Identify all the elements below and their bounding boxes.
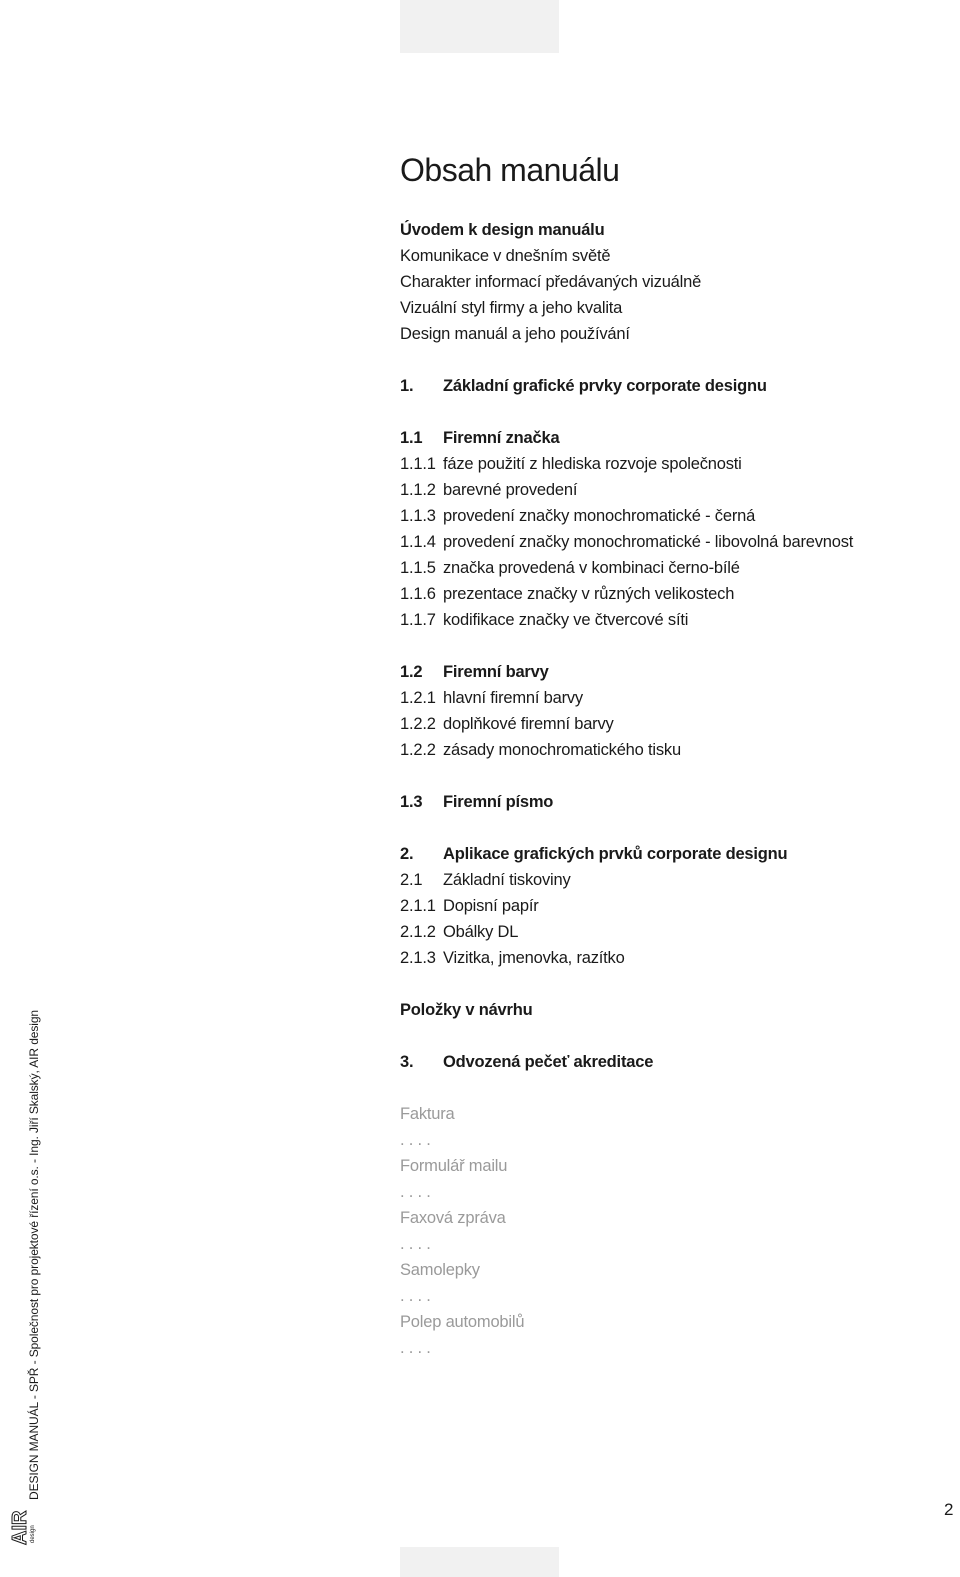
toc-entry	[400, 558, 740, 578]
toc-entry-number: 2.1.2	[400, 923, 436, 941]
toc-entry	[400, 298, 622, 318]
toc-entry-text: Formulář mailu	[400, 1157, 508, 1175]
toc-entry	[400, 1312, 524, 1332]
toc-entry-text: Dopisní papír	[443, 897, 539, 915]
toc-entry-number: 1.1	[400, 429, 423, 447]
toc-entry	[400, 610, 688, 630]
toc-entry-number: 1.1.7	[400, 611, 436, 629]
toc-entry-text: značka provedená v kombinaci černo-bílé	[443, 559, 740, 577]
toc-entry-text: Firemní písmo	[443, 793, 554, 811]
toc-entry	[400, 1130, 431, 1150]
toc-entry	[400, 1052, 653, 1072]
toc-entry	[400, 584, 734, 604]
toc-entry-text: . . . .	[400, 1287, 431, 1305]
bottom-tab-decoration	[400, 1547, 559, 1577]
toc-entry-text: Komunikace v dnešním světě	[400, 247, 611, 265]
toc-entry	[400, 454, 742, 474]
toc-entry	[400, 376, 767, 396]
toc-entry	[400, 272, 701, 292]
toc-entry-number: 1.1.4	[400, 533, 436, 551]
toc-entry-number: 2.1.3	[400, 949, 436, 967]
toc-entry	[400, 948, 625, 968]
toc-entry-number: 1.	[400, 377, 414, 395]
toc-entry-number: 1.1.6	[400, 585, 436, 603]
toc-entry	[400, 688, 583, 708]
toc-entry-text: Základní tiskoviny	[443, 871, 571, 889]
toc-entry-text: Firemní barvy	[443, 663, 549, 681]
toc-entry	[400, 844, 787, 864]
toc-entry-number: 2.1.1	[400, 897, 436, 915]
toc-entry-number: 1.1.2	[400, 481, 436, 499]
toc-entry-text: Základní grafické prvky corporate designu	[443, 377, 767, 395]
toc-entry-number: 1.2.2	[400, 741, 436, 759]
toc-entry	[400, 922, 518, 942]
toc-entry	[400, 896, 539, 916]
toc-entry-text: . . . .	[400, 1131, 431, 1149]
toc-entry-text: zásady monochromatického tisku	[443, 741, 681, 759]
toc-entry-number: 1.1.1	[400, 455, 436, 473]
toc-entry	[400, 1104, 455, 1124]
toc-entry-text: . . . .	[400, 1235, 431, 1253]
toc-entry-text: Obálky DL	[443, 923, 519, 941]
toc-entry	[400, 324, 630, 344]
toc-entry-number: 1.2	[400, 663, 423, 681]
toc-entry-text: provedení značky monochromatické - černá	[443, 507, 756, 525]
toc-entry-text: Design manuál a jeho používání	[400, 325, 630, 343]
toc-entry	[400, 1260, 480, 1280]
toc-entry	[400, 220, 604, 240]
toc-entry-text: Úvodem k design manuálu	[400, 221, 605, 239]
toc-entry	[400, 1000, 533, 1020]
page-title: Obsah manuálu	[400, 152, 620, 188]
toc-entry	[400, 480, 577, 500]
toc-entry	[400, 714, 614, 734]
toc-entry-text: Položky v návrhu	[400, 1001, 533, 1019]
toc-entry-number: 2.1	[400, 871, 423, 889]
toc-entry	[400, 428, 559, 448]
toc-entry	[400, 506, 755, 526]
toc-entry	[400, 532, 853, 552]
air-design-logo	[4, 1508, 38, 1548]
toc-entry	[400, 740, 681, 760]
toc-entry-text: prezentace značky v různých velikostech	[443, 585, 735, 603]
top-tab-decoration	[400, 0, 559, 53]
toc-entry	[400, 1234, 431, 1254]
toc-entry-text: Vizitka, jmenovka, razítko	[443, 949, 625, 967]
toc-entry	[400, 792, 553, 812]
svg-text:AIR: AIR	[9, 1510, 31, 1545]
toc-entry-number: 1.2.2	[400, 715, 436, 733]
toc-entry-number: 1.2.1	[400, 689, 436, 707]
toc-entry	[400, 1286, 431, 1306]
footer-vertical-text: DESIGN MANUÁL - SPŘ - Společnost pro projektové řízení o.s. - Ing. Jiří Skalský, AIR design	[27, 1010, 41, 1500]
toc-entry-text: Samolepky	[400, 1261, 480, 1279]
toc-entry-text: kodifikace značky ve čtvercové síti	[443, 611, 689, 629]
toc-entry-text: barevné provedení	[443, 481, 578, 499]
toc-entry-number: 1.1.3	[400, 507, 436, 525]
toc-entry	[400, 1338, 431, 1358]
toc-entry-text: Odvozená pečeť akreditace	[443, 1053, 654, 1071]
toc-entry	[400, 870, 571, 890]
toc-entry	[400, 662, 549, 682]
toc-entry-text: . . . .	[400, 1183, 431, 1201]
toc-entry	[400, 1156, 507, 1176]
toc-entry	[400, 1182, 431, 1202]
toc-entry-text: provedení značky monochromatické - libovolná barevnost	[443, 533, 854, 551]
toc-entry-text: Firemní značka	[443, 429, 560, 447]
toc-entry-text: Polep automobilů	[400, 1313, 525, 1331]
toc-entry-text: Faxová zpráva	[400, 1209, 506, 1227]
page-number: 2	[944, 1500, 954, 1519]
toc-entry-text: hlavní firemní barvy	[443, 689, 583, 707]
toc-entry-text: Charakter informací předávaných vizuálně	[400, 273, 702, 291]
toc-entry-text: fáze použití z hlediska rozvoje společnosti	[443, 455, 742, 473]
toc-entry-number: 3.	[400, 1053, 414, 1071]
svg-text:design: design	[30, 1525, 36, 1543]
toc-entry-text: Faktura	[400, 1105, 455, 1123]
toc-entry	[400, 246, 610, 266]
toc-entry-text: Aplikace grafických prvků corporate designu	[443, 845, 788, 863]
toc-entry-number: 1.3	[400, 793, 423, 811]
toc-entry-text: Vizuální styl firmy a jeho kvalita	[400, 299, 623, 317]
toc-entry-number: 1.1.5	[400, 559, 436, 577]
toc-entry-text: . . . .	[400, 1339, 431, 1357]
toc-entry-number: 2.	[400, 845, 414, 863]
toc-entry-text: doplňkové firemní barvy	[443, 715, 614, 733]
toc-entry	[400, 1208, 506, 1228]
